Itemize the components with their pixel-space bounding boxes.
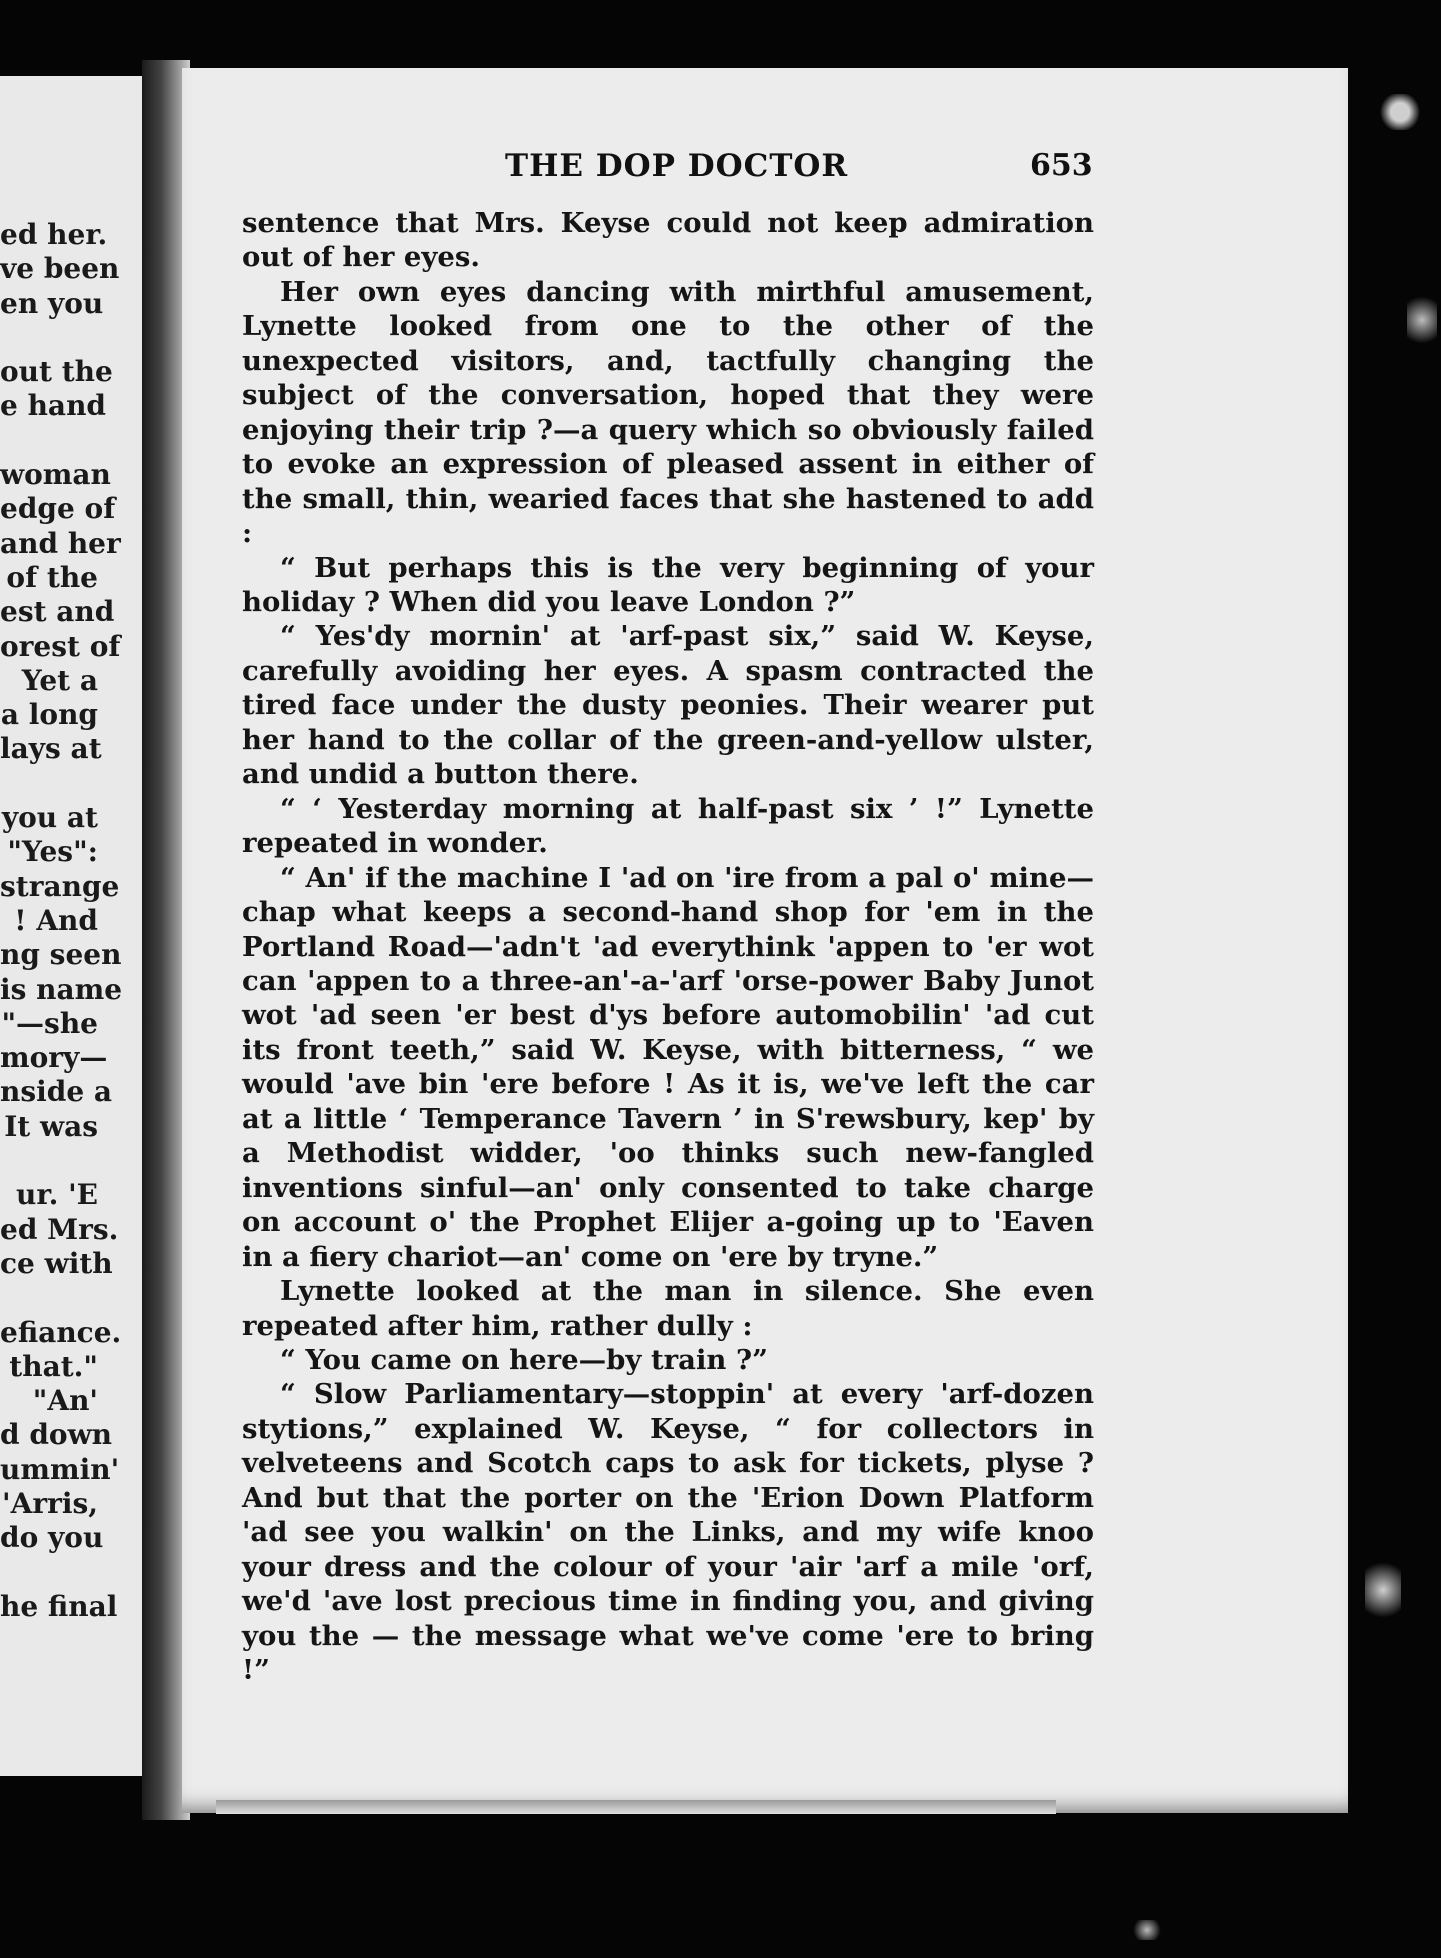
paragraph: sentence that Mrs. Keyse could not keep admiration out of her eyes. — [242, 207, 1094, 274]
scan-speck — [1375, 94, 1425, 130]
left-page-line: he final — [0, 1589, 118, 1623]
left-page-line: ve been — [0, 252, 120, 286]
left-page-line: mory— — [0, 1041, 108, 1075]
left-page-line: you at — [1, 801, 98, 835]
left-page-line: ur. 'E — [16, 1178, 98, 1212]
paragraph: “ Slow Parliamentary—stoppin' at every 'arf-dozen stytions,” explained W. Keyse, “ for collectors in velveteens and Scotch caps to ask for tickets, plyse ? And but that the porter on the 'Erion Down Platform 'ad see you walkin' on the Links, and my wife knoo your dress and the colour of your 'air 'arf a mile 'orf, we'd 'ave lost precious time in finding you, and giving you the — the message what we've come 'ere to bring !” — [242, 1378, 1094, 1687]
left-page-line: strange — [0, 869, 120, 903]
left-page-line: nside a — [0, 1075, 113, 1109]
left-page-text-fragments — [0, 218, 158, 1624]
left-page-line: orest of — [0, 629, 121, 663]
left-page-line: It was — [4, 1109, 98, 1143]
left-page-line: ng seen — [0, 938, 122, 972]
left-page-line — [0, 424, 158, 458]
left-page-line: d down — [0, 1418, 113, 1452]
left-page-line: of the — [6, 560, 98, 594]
page-title: THE DOP DOCTOR — [505, 148, 849, 184]
left-page-line: "Yes": — [7, 835, 98, 869]
paragraph: “ You came on here—by train ?” — [280, 1343, 768, 1376]
left-facing-page — [0, 76, 162, 1776]
paragraph: “ ‘ Yesterday morning at half-past six ’ !” Lynette repeated in wonder. — [242, 792, 1094, 860]
paragraph: “ An' if the machine I 'ad on 'ire from a pal o' mine—chap what keeps a second-hand shop for 'em in the Portland Road—'adn't 'ad everythink 'appen to 'er wot can 'appen to a three-an'-a-'arf 'orse-power Baby Junot wot 'ad seen 'er best d'ys before automobilin' 'ad cut its front teeth,” said W. Keyse, with bitterness, “ we would 'ave bin 'ere before ! As it is, we've left the car at a little ‘ Temperance Tavern ’ in S'rewsbury, kep' by a Methodist widder, 'oo thinks such new-fangled inventions sinful—an' only consented to take charge on account o' the Prophet Elijer a-going up to 'Eaven in a fiery chariot—an' come on 'ere by tryne.” — [242, 861, 1094, 1273]
scan-speck — [1407, 290, 1437, 350]
paragraph: “ But perhaps this is the very beginning of your holiday ? When did you leave London ?” — [242, 551, 1094, 618]
left-page-line: "An' — [32, 1384, 98, 1418]
left-page-line — [0, 767, 158, 801]
left-page-line: ce with — [0, 1246, 113, 1280]
paragraph: “ Yes'dy mornin' at 'arf-past six,” said W. Keyse, carefully avoiding her eyes. A spasm contracted the tired face under the dusty peonies. Their wearer put her hand to the collar of the green-and-yellow ulster, and undid a button there. — [242, 620, 1094, 791]
paragraph: Lynette looked at the man in silence. She even repeated after him, rather dully : — [242, 1275, 1094, 1342]
left-page-line: out the — [0, 355, 113, 389]
left-page-line: "—she — [1, 1006, 98, 1040]
left-page-line: edge of — [0, 492, 116, 526]
left-page-line — [0, 1556, 158, 1590]
page-bottom-edge — [216, 1800, 1056, 1814]
left-page-line: and her — [0, 526, 121, 560]
left-page-line: efiance. — [0, 1315, 122, 1349]
body-text — [242, 206, 1094, 1687]
left-page-line: en you — [0, 286, 104, 320]
left-page-line: Yet a — [21, 663, 98, 697]
paragraph: Her own eyes dancing with mirthful amusement, Lynette looked from one to the other of the unexpected visitors, and, tactfully changing the subject of the conversation, hoped that they were enjoying their trip ?—a query which so obviously failed to evoke an expression of pleased assent in either of the small, thin, wearied faces that she hastened to add : — [242, 275, 1094, 550]
left-page-line: a long — [0, 698, 98, 732]
left-page-line: e hand — [0, 389, 106, 423]
left-page-line: ed Mrs. — [0, 1212, 119, 1246]
left-page-line: do you — [0, 1521, 104, 1555]
left-page-line: est and — [0, 595, 115, 629]
left-page-line — [0, 1144, 158, 1178]
left-page-line: woman — [0, 458, 111, 492]
left-page-line — [0, 1281, 158, 1315]
running-head — [0, 148, 1441, 188]
left-page-line: 'Arris, — [2, 1486, 98, 1520]
scan-speck — [1130, 1920, 1164, 1940]
left-page-line: is name — [0, 972, 123, 1006]
left-page-line — [0, 321, 158, 355]
left-page-line: that." — [9, 1349, 98, 1383]
left-page-line: lays at — [0, 732, 102, 766]
left-page-line: ed her. — [0, 218, 108, 251]
left-page-line: ! And — [14, 903, 98, 937]
scan-speck — [1365, 1555, 1401, 1625]
left-page-line: ummin' — [0, 1452, 120, 1486]
page-number: 653 — [1030, 148, 1093, 183]
